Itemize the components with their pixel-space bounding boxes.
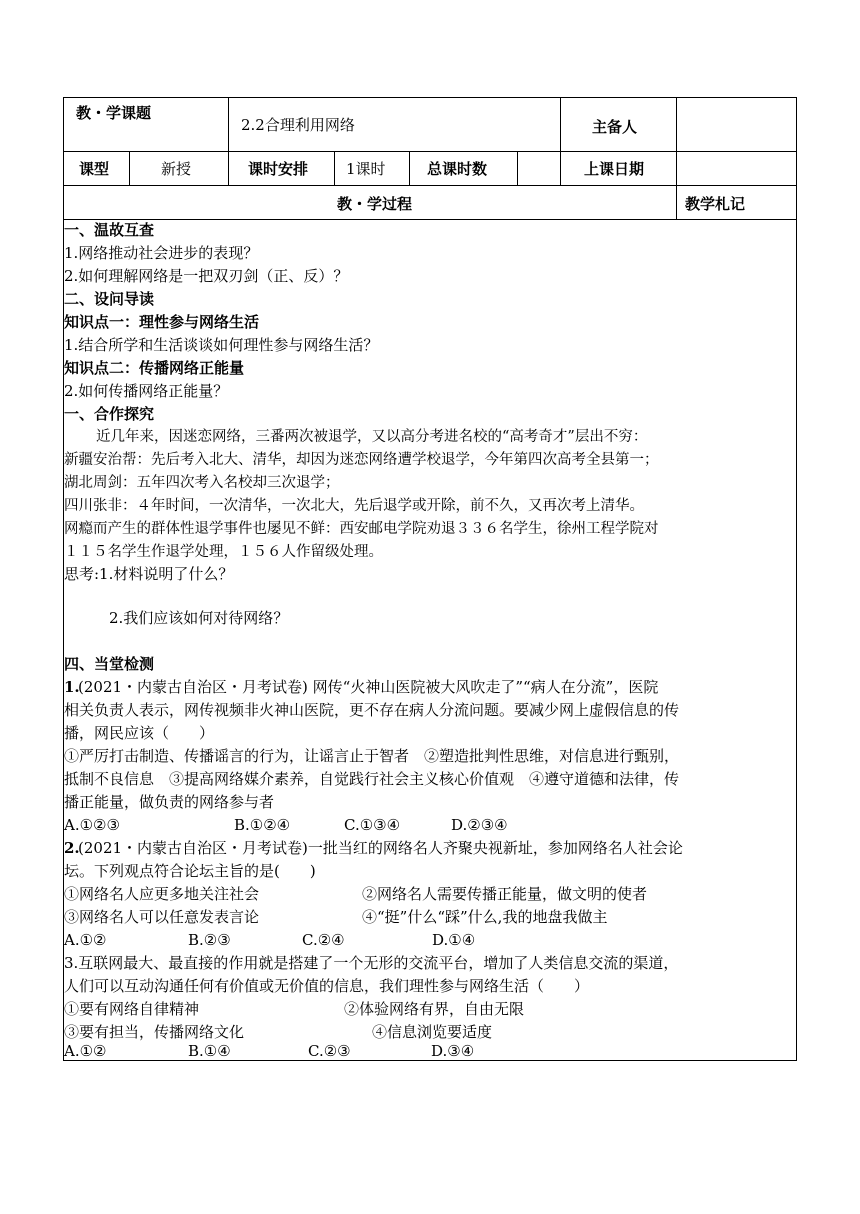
table-line-row2 <box>63 185 797 186</box>
label-schedule: 课时安排 <box>248 160 309 178</box>
material-line-4: 四川张非：４年时间，一次清华，一次北大，先后退学或开除，前不久，又再次考上清华。 <box>64 498 644 514</box>
col-line-g <box>517 151 518 185</box>
question-3-choice-d: D.③④ <box>431 1042 475 1060</box>
question-1-option-a: A.①②③ <box>64 816 120 834</box>
label-date: 上课日期 <box>584 160 645 178</box>
material-line-3: 湖北周剑：五年四次考入名校却三次退学； <box>64 475 340 491</box>
question-3-option-1: ①要有网络自律精神 <box>64 1000 200 1018</box>
question-1-line-4: ①严厉打击制造、传播谣言的行为，让谣言止于智者 ②塑造批判性思维，对信息进行甄别， <box>64 747 680 765</box>
material-line-6: １１５名学生作退学处理，１５６人作留级处理。 <box>64 544 383 560</box>
question-1-line-1: (2021・内蒙古自治区・月考试卷) 网传“火神山医院被大风吹走了”“病人在分流”，医院 <box>78 678 659 696</box>
review-question-1: 1.网络推动社会进步的表现？ <box>64 244 259 262</box>
type-value: 新授 <box>161 160 192 178</box>
section-review-title: 一、温故互查 <box>64 221 155 239</box>
question-2-line-2: 坛。下列观点符合论坛主旨的是( ) <box>64 862 316 880</box>
knowledge-point-1-question: 1.结合所学和生活谈谈如何理性参与网络生活？ <box>64 336 379 354</box>
table-border-bottom <box>63 1060 797 1061</box>
question-1-line-2: 相关负责人表示，网传视频非火神山医院，更不存在病人分流问题。要减少网上虚假信息的传 <box>64 701 680 719</box>
question-2-option-2: ②网络名人需要传播正能量，做文明的使者 <box>362 885 648 903</box>
table-border-top <box>63 97 797 98</box>
schedule-value: 1课时 <box>346 160 386 178</box>
col-line-e <box>334 151 335 185</box>
question-2-option-4: ④“挺”什么“踩”什么,我的地盘我做主 <box>362 908 608 926</box>
think-question-1: 思考:1.材料说明了什么？ <box>64 565 234 583</box>
material-line-1: 近几年来，因迷恋网络，三番两次被退学，又以高分考进名校的“高考奇才”层出不穷： <box>96 429 648 445</box>
col-line-f <box>409 151 410 185</box>
section-guide-title: 二、设问导读 <box>64 290 155 308</box>
question-2-option-3: ③网络名人可以任意发表言论 <box>64 908 260 926</box>
question-3-choice-b: B.①④ <box>188 1042 231 1060</box>
question-1-line-5: 抵制不良信息 ③提高网络媒介素养，自觉践行社会主义核心价值观 ④遵守道德和法律，传 <box>64 770 680 788</box>
label-total: 总课时数 <box>427 160 488 178</box>
material-line-2: 新疆安治帮：先后考入北大、清华，却因为迷恋网络遭学校退学，今年第四次高考全县第一； <box>64 452 659 468</box>
question-3-option-2: ②体验网络有界，自由无限 <box>344 1000 525 1018</box>
col-line-b <box>560 97 561 185</box>
question-2-choice-a: A.①② <box>64 931 107 949</box>
question-2-choice-d: D.①④ <box>432 931 476 949</box>
question-3-option-3: ③要有担当，传播网络文化 <box>64 1023 245 1041</box>
question-2-option-1: ①网络名人应更多地关注社会 <box>64 885 260 903</box>
question-1-option-c: C.①③④ <box>344 816 401 834</box>
section-explore-title: 一、合作探究 <box>64 405 155 423</box>
table-line-row3 <box>63 219 797 220</box>
label-topic: 教・学课题 <box>76 104 152 122</box>
col-line-d <box>129 151 130 185</box>
table-line-row1 <box>63 151 797 152</box>
review-question-2: 2.如何理解网络是一把双刃剑（正、反）？ <box>64 267 349 285</box>
question-3-choice-a: A.①② <box>64 1042 107 1060</box>
question-3-choice-c: C.②③ <box>308 1042 351 1060</box>
label-notes: 教学札记 <box>685 195 746 213</box>
material-line-5: 网瘾而产生的群体性退学事件也屡见不鲜：西安邮电学院劝退３３６名学生，徐州工程学院对 <box>64 521 659 537</box>
question-3-line-2: 人们可以互动沟通任何有价值或无价值的信息，我们理性参与网络生活（ ） <box>64 977 590 995</box>
question-1-line-6: 播正能量，做负责的网络参与者 <box>64 793 275 811</box>
question-1-line-3: 播，网民应该（ ） <box>64 724 215 742</box>
think-question-2: 2.我们应该如何对待网络？ <box>109 609 289 627</box>
question-3-option-4: ④信息浏览要适度 <box>372 1023 493 1041</box>
question-2-number: 2. <box>64 839 80 857</box>
table-border-right <box>796 97 797 1061</box>
question-2-line-1: (2021・内蒙古自治区・月考试卷)一批当红的网络名人齐聚央视新址，参加网络名人社会论 <box>78 839 683 857</box>
question-2-choice-c: C.②④ <box>302 931 345 949</box>
label-type: 课型 <box>79 160 110 178</box>
col-line-a <box>228 97 229 185</box>
question-1-option-b: B.①②④ <box>234 816 291 834</box>
question-3-line-1: 3.互联网最大、最直接的作用就是搭建了一个无形的交流平台，增加了人类信息交流的渠道， <box>64 954 679 972</box>
section-test-title: 四、当堂检测 <box>64 655 155 673</box>
label-process: 教・学过程 <box>337 195 413 213</box>
col-line-c <box>676 97 677 219</box>
question-2-choice-b: B.②③ <box>188 931 231 949</box>
knowledge-point-1-title: 知识点一：理性参与网络生活 <box>64 313 260 331</box>
question-1-option-d: D.②③④ <box>451 816 508 834</box>
knowledge-point-2-title: 知识点二：传播网络正能量 <box>64 359 245 377</box>
lesson-topic: 2.2合理利用网络 <box>241 116 355 134</box>
label-preparer: 主备人 <box>592 118 638 136</box>
question-1-number: 1. <box>64 678 80 696</box>
knowledge-point-2-question: 2.如何传播网络正能量？ <box>64 382 229 400</box>
